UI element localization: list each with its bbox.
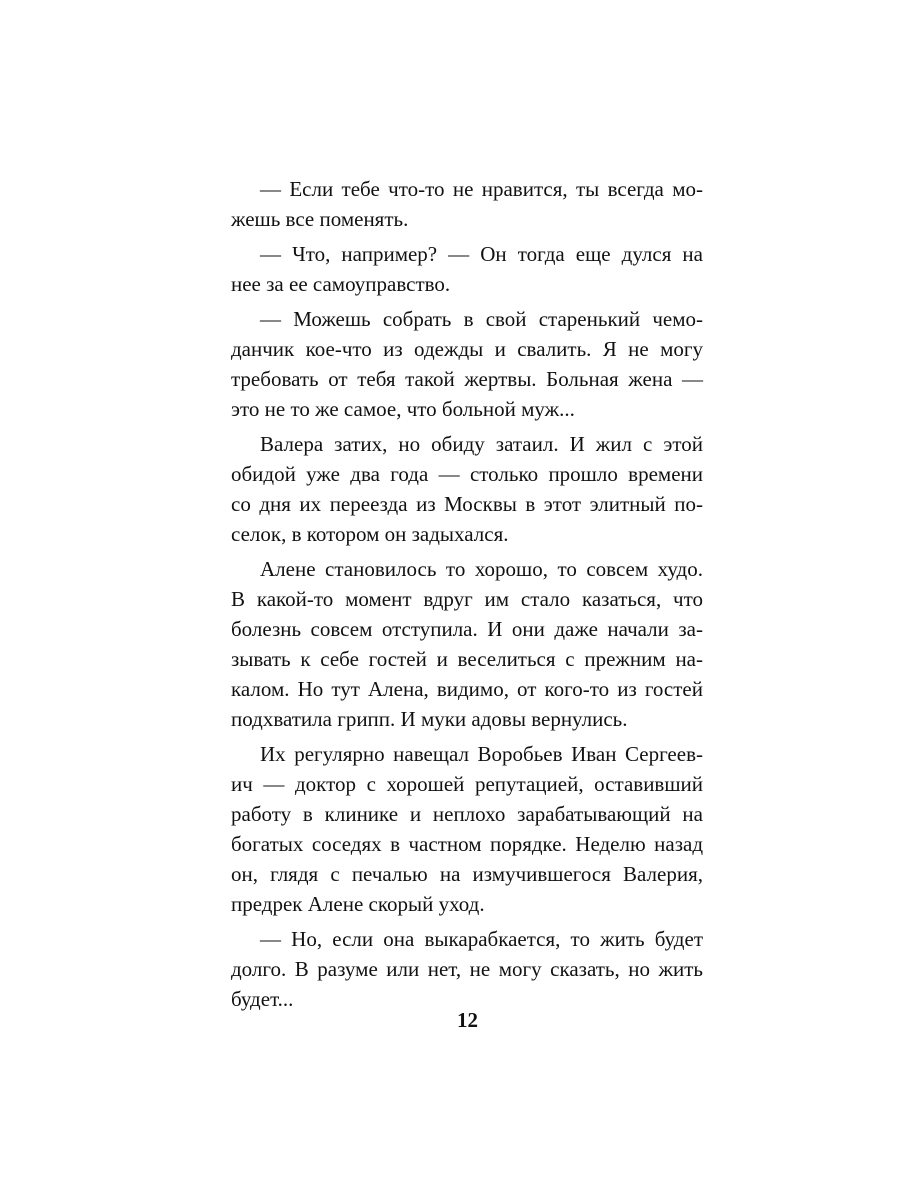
text-line: Валера затих, но обиду затаил. И жил с этой bbox=[260, 432, 703, 456]
text-line: ич — доктор с хорошей репутацией, оставивший bbox=[231, 772, 703, 796]
text-line: жешь все поменять. bbox=[231, 207, 409, 231]
text-line: — Но, если она выкарабкается, то жить будет bbox=[260, 927, 703, 951]
text-line: селок, в котором он задыхался. bbox=[231, 522, 509, 546]
text-line: — Что, например? — Он тогда еще дулся на bbox=[260, 242, 703, 266]
text-line: нее за ее самоуправство. bbox=[231, 272, 451, 296]
text-line: работу в клинике и неплохо зарабатывающий на bbox=[231, 802, 703, 826]
text-line: это не то же самое, что больной муж... bbox=[231, 397, 575, 421]
text-line: Алене становилось то хорошо, то совсем худо. bbox=[260, 557, 703, 581]
text-line: данчик кое-что из одежды и свалить. Я не могу bbox=[231, 337, 703, 361]
text-line: будет... bbox=[231, 987, 294, 1011]
page-number: 12 bbox=[457, 1008, 478, 1032]
text-line: болезнь совсем отступила. И они даже начали за- bbox=[231, 617, 703, 641]
text-line: — Можешь собрать в свой старенький чемо- bbox=[260, 307, 703, 331]
page-body-text bbox=[231, 174, 703, 1014]
text-line: требовать от тебя такой жертвы. Больная жена — bbox=[231, 367, 703, 391]
text-line: Их регулярно навещал Воробьев Иван Сергеев- bbox=[260, 742, 703, 766]
text-line: калом. Но тут Алена, видимо, от кого-то из гостей bbox=[231, 677, 703, 701]
text-line: богатых соседях в частном порядке. Неделю назад bbox=[231, 832, 703, 856]
text-line: — Если тебе что-то не нравится, ты всегда мо- bbox=[260, 177, 703, 201]
text-line: долго. В разуме или нет, не могу сказать, но жить bbox=[231, 957, 703, 981]
text-line: зывать к себе гостей и веселиться с прежним на- bbox=[231, 647, 703, 671]
text-line: В какой-то момент вдруг им стало казаться, что bbox=[231, 587, 703, 611]
text-line: со дня их переезда из Москвы в этот элитный по- bbox=[231, 492, 703, 516]
text-line: он, глядя с печалью на измучившегося Валерия, bbox=[231, 862, 703, 886]
text-line: обидой уже два года — столько прошло времени bbox=[231, 462, 703, 486]
text-line: подхватила грипп. И муки адовы вернулись. bbox=[231, 707, 628, 731]
text-line: предрек Алене скорый уход. bbox=[231, 892, 485, 916]
